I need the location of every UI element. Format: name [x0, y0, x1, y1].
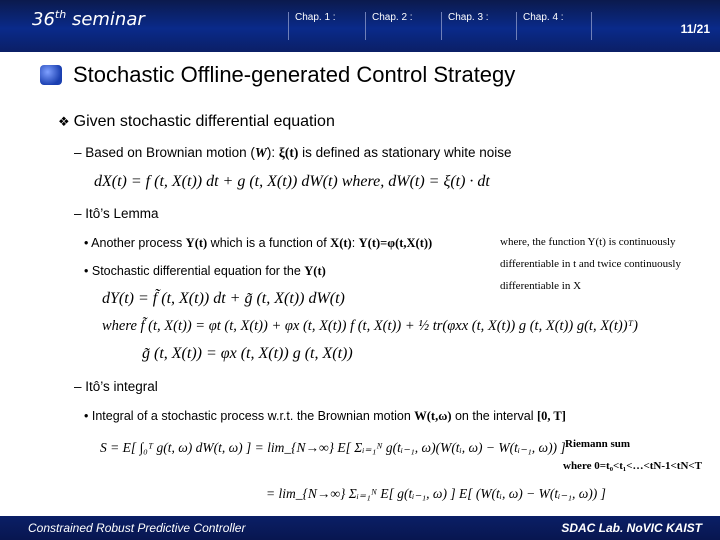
ftilde-equation: where f̃ (t, X(t)) = φt (t, X(t)) + φx (t, X(t)) f (t, X(t)) + ½ tr(φxx (t, X(t)) g (t, X(t)) g(t, X(t))ᵀ)	[102, 318, 638, 334]
item-ito-integral: – Itô’s integral	[74, 379, 158, 394]
title-bullet-icon	[40, 65, 62, 85]
item-brownian: – Based on Brownian motion (W): ξ(t) is defined as stationary white noise	[74, 145, 512, 160]
item-ito-lemma: – Itô’s Lemma	[74, 206, 159, 221]
seminar-word: seminar	[71, 9, 145, 30]
seminar-label	[32, 8, 145, 30]
integral-W: W(t,ω)	[414, 409, 452, 423]
item-given-sde	[58, 113, 335, 131]
gtilde-equation: g̃ (t, X(t)) = φx (t, X(t)) g (t, X(t))	[142, 345, 353, 362]
integral-pre: Integral of a stochastic process w.r.t. the Brownian motion	[91, 409, 415, 423]
brownian-pre: Based on Brownian motion (	[85, 145, 255, 160]
sde-for-Y: Y(t)	[304, 264, 326, 278]
footer-left: Constrained Robust Predictive Controller	[28, 521, 246, 535]
another-Y: Y(t)	[185, 236, 208, 250]
brownian-xi: ξ(t)	[278, 145, 299, 160]
sde-equation: dX(t) = f (t, X(t)) dt + g (t, X(t)) dW(t) where, dW(t) = ξ(t) · dt	[94, 173, 490, 190]
slide-title: Stochastic Offline-generated Control Strategy	[73, 62, 516, 87]
note-line-2: differentiable in t and twice continuously	[500, 258, 681, 270]
brownian-tail: is defined as stationary white noise	[298, 145, 512, 160]
note-line-3: differentiable in X	[500, 280, 582, 292]
seminar-number: 36	[32, 9, 55, 30]
brownian-post: ):	[266, 145, 279, 160]
another-pre: Another process	[91, 236, 186, 250]
chapter-tab-1[interactable]: Chap. 1 :	[288, 12, 336, 40]
seminar-superscript: th	[54, 8, 67, 21]
ito-integral-text: Itô’s integral	[85, 379, 158, 394]
chapter-tab-4[interactable]: Chap. 4 :	[516, 12, 564, 40]
another-colon: :	[351, 236, 359, 250]
item-another-process: • Another process Y(t) which is a function of X(t): Y(t)=φ(t,X(t))	[84, 236, 433, 250]
chapter-tab-3[interactable]: Chap. 3 :	[441, 12, 489, 40]
item-sde-for-y: • Stochastic differential equation for the Y(t)	[84, 264, 326, 278]
dy-equation: dY(t) = f̃ (t, X(t)) dt + g̃ (t, X(t)) dW(t)	[102, 290, 345, 307]
page-number: 11/21	[680, 22, 710, 36]
s-equation-2: = lim_{N→∞} Σᵢ₌₁ᴺ E[ g(tᵢ₋₁, ω) ] E[ (W(tᵢ, ω) − W(tᵢ₋₁, ω)) ]	[266, 486, 606, 501]
another-X: X(t)	[330, 236, 352, 250]
partition-label: where 0=t₀<t₁<…<tN-1<tN<T	[563, 460, 703, 472]
integral-interval: [0, T]	[536, 409, 566, 423]
brownian-W: W	[254, 145, 267, 160]
note-line-1: where, the function Y(t) is continuously	[500, 236, 676, 248]
chapter-divider	[591, 12, 593, 40]
header-bar	[0, 0, 720, 52]
s-equation: S = E[ ∫₀ᵀ g(t, ω) dW(t, ω) ] = lim_{N→∞} E[ Σᵢ₌₁ᴺ g(tᵢ₋₁, ω)(W(tᵢ, ω) − W(tᵢ₋₁, ω)) ]	[100, 440, 566, 455]
integral-mid: on the interval	[451, 409, 537, 423]
item-integral-desc: • Integral of a stochastic process w.r.t. the Brownian motion W(t,ω) on the interval [0, T]	[84, 409, 566, 423]
riemann-sum-label: Riemann sum	[565, 438, 631, 450]
another-def: Y(t)=φ(t,X(t))	[358, 236, 433, 250]
sde-for-text: Stochastic differential equation for the	[91, 264, 305, 278]
footer-bar	[0, 516, 720, 540]
diamond-bullet-icon: ❖	[58, 114, 70, 129]
item-given-sde-text: Given stochastic differential equation	[73, 113, 335, 130]
footer-right: SDAC Lab. NoVIC KAIST	[561, 521, 702, 535]
another-mid: which is a function of	[207, 236, 331, 250]
ito-lemma-text: Itô’s Lemma	[85, 206, 159, 221]
chapter-tab-2[interactable]: Chap. 2 :	[365, 12, 413, 40]
